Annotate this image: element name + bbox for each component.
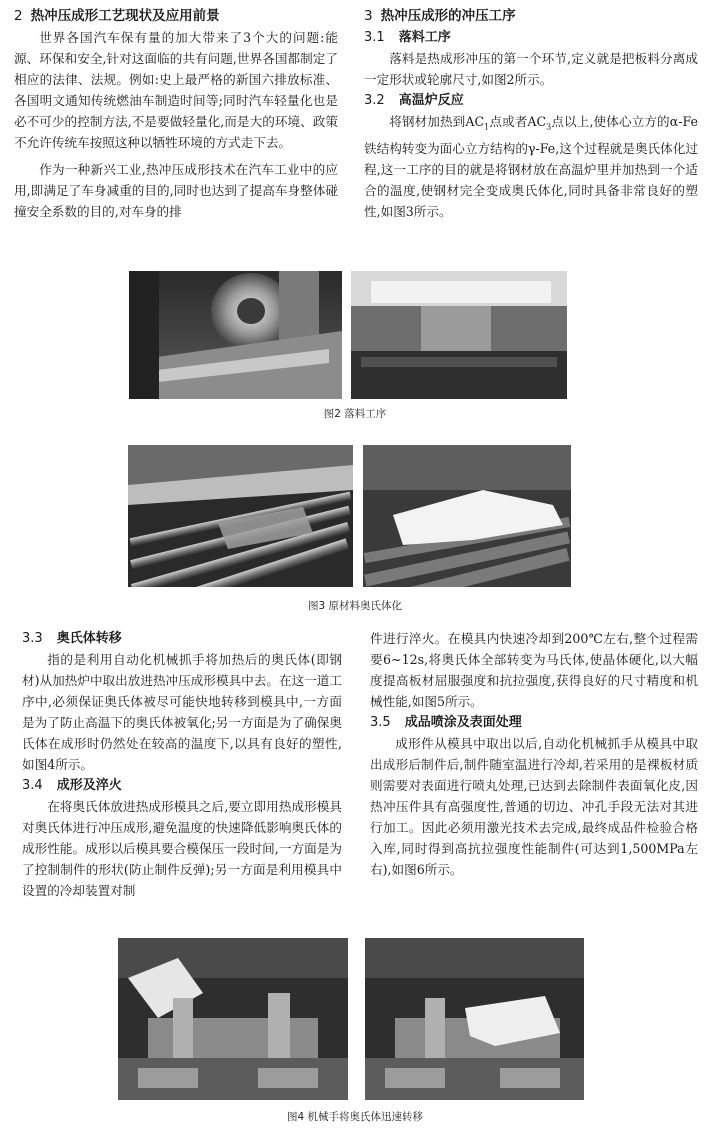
section-3-1-paragraph: 落料是热成形冲压的第一个环节,定义就是把板料分离成一定形状或轮廓尺寸,如图2所示。 (364, 51, 698, 87)
figure-4-photo-right (365, 938, 584, 1100)
figure-4-photo-left (118, 938, 348, 1100)
section-2-heading: 2 热冲压成形工艺现状及应用前景 (14, 8, 220, 24)
left-top-column (14, 6, 338, 222)
figure-3-caption: 图3 原材料奥氏体化 (307, 600, 403, 612)
left-mid-column (22, 628, 342, 901)
figure-2-photo-left (129, 271, 342, 399)
figure-2-caption: 图2 落料工序 (323, 408, 387, 420)
section-3-5-heading: 3.5 成品喷涂及表面处理 (370, 715, 522, 730)
section-3-heading: 3 热冲压成形的冲压工序 (364, 8, 516, 24)
section-2-paragraph-1: 世界各国汽车保有量的加大带来了3个大的问题:能源、环保和安全,针对这面临的共有问题,世界各国都制定了相应的法律、法规。例如:史上最严格的新国六排放标准、各国明文通知传统燃油车制造时间等;同时汽车轻量化也是必不可少的控制方法,不是要做轻量化,而是大的环境、政策不允许传统车按照这种以牺牲环境的方式走下去。 (14, 30, 338, 150)
section-3-4-heading: 3.4 成形及淬火 (22, 778, 122, 793)
section-3-4-paragraph: 在将奥氏体放进热成形模具之后,要立即用热成形模具对奥氏体进行冲压成形,避免温度的快速降低影响奥氏体的成形性能。成形以后模具要合模保压一段时间,一方面是为了控制制件的形状(防止制件反弹);另一方面是利用模具中设置的冷却装置对制 (22, 799, 342, 898)
right-top-column (364, 6, 698, 222)
section-3-1-heading: 3.1 落料工序 (364, 30, 451, 45)
section-3-5-paragraph: 成形件从模具中取出以后,自动化机械抓手从模具中取出成形后制件后,制件随室温进行冷却,若采用的是裸板材质则需要对表面进行喷丸处理,已达到去除制件表面氧化皮,因热冲压件具有高强度性,普通的切边、冲孔手段无法对其进行加工。因此必须用激光技术去完成,最终成品件检验合格入库,同时得到高抗拉强度性能制件(可达到1,500MPa左右),如图6所示。 (370, 736, 698, 877)
figure-3-photo-right (363, 445, 571, 587)
section-3-4-continuation: 件进行淬火。在模具内快速冷却到200℃左右,整个过程需要6~12s,将奥氏体全部转变为马氏体,使晶体硬化,以大幅度提高板材屈服强度和抗拉强度,获得良好的尺寸精度和机械性能,如图5所示。 (370, 631, 698, 709)
section-2-paragraph-2: 作为一种新兴工业,热冲压成形技术在汽车工业中的应用,即满足了车身减重的目的,同时也达到了提高车身整体碰撞安全系数的目的,对车身的排 (14, 162, 338, 219)
figure-4-caption: 图4 机械手将奥氏体迅速转移 (286, 1111, 424, 1123)
figure-2-photo-right (351, 271, 567, 399)
right-mid-column (370, 628, 698, 880)
figure-3-photo-left (128, 445, 353, 587)
section-3-2-paragraph: 将钢材加热到$AC_1$点或者$AC_3$点以上,使体心立方的α-Fe铁结构转变为面心立方结构的γ-Fe,这个过程就是奥氏体化过程,这一工序的目的就是将钢材放在高温炉里并加热到一个适合的温度,使钢材完全变成奥氏体化,同时具备非常良好的塑性,如图3所示。 (364, 114, 699, 219)
section-3-3-heading: 3.3 奥氏体转移 (22, 631, 122, 646)
section-3-2-heading: 3.2 高温炉反应 (364, 93, 464, 108)
section-3-3-paragraph: 指的是利用自动化机械抓手将加热后的奥氏体(即钢材)从加热炉中取出放进热冲压成形模具中去。在这一道工序中,必须保证奥氏体被尽可能快地转移到模具中,一方面是为了防止高温下的奥氏体被氧化;另一方面是为了确保奥氏体在成形时仍然处在较高的温度下,以具有良好的塑性,如图4所示。 (22, 652, 342, 772)
